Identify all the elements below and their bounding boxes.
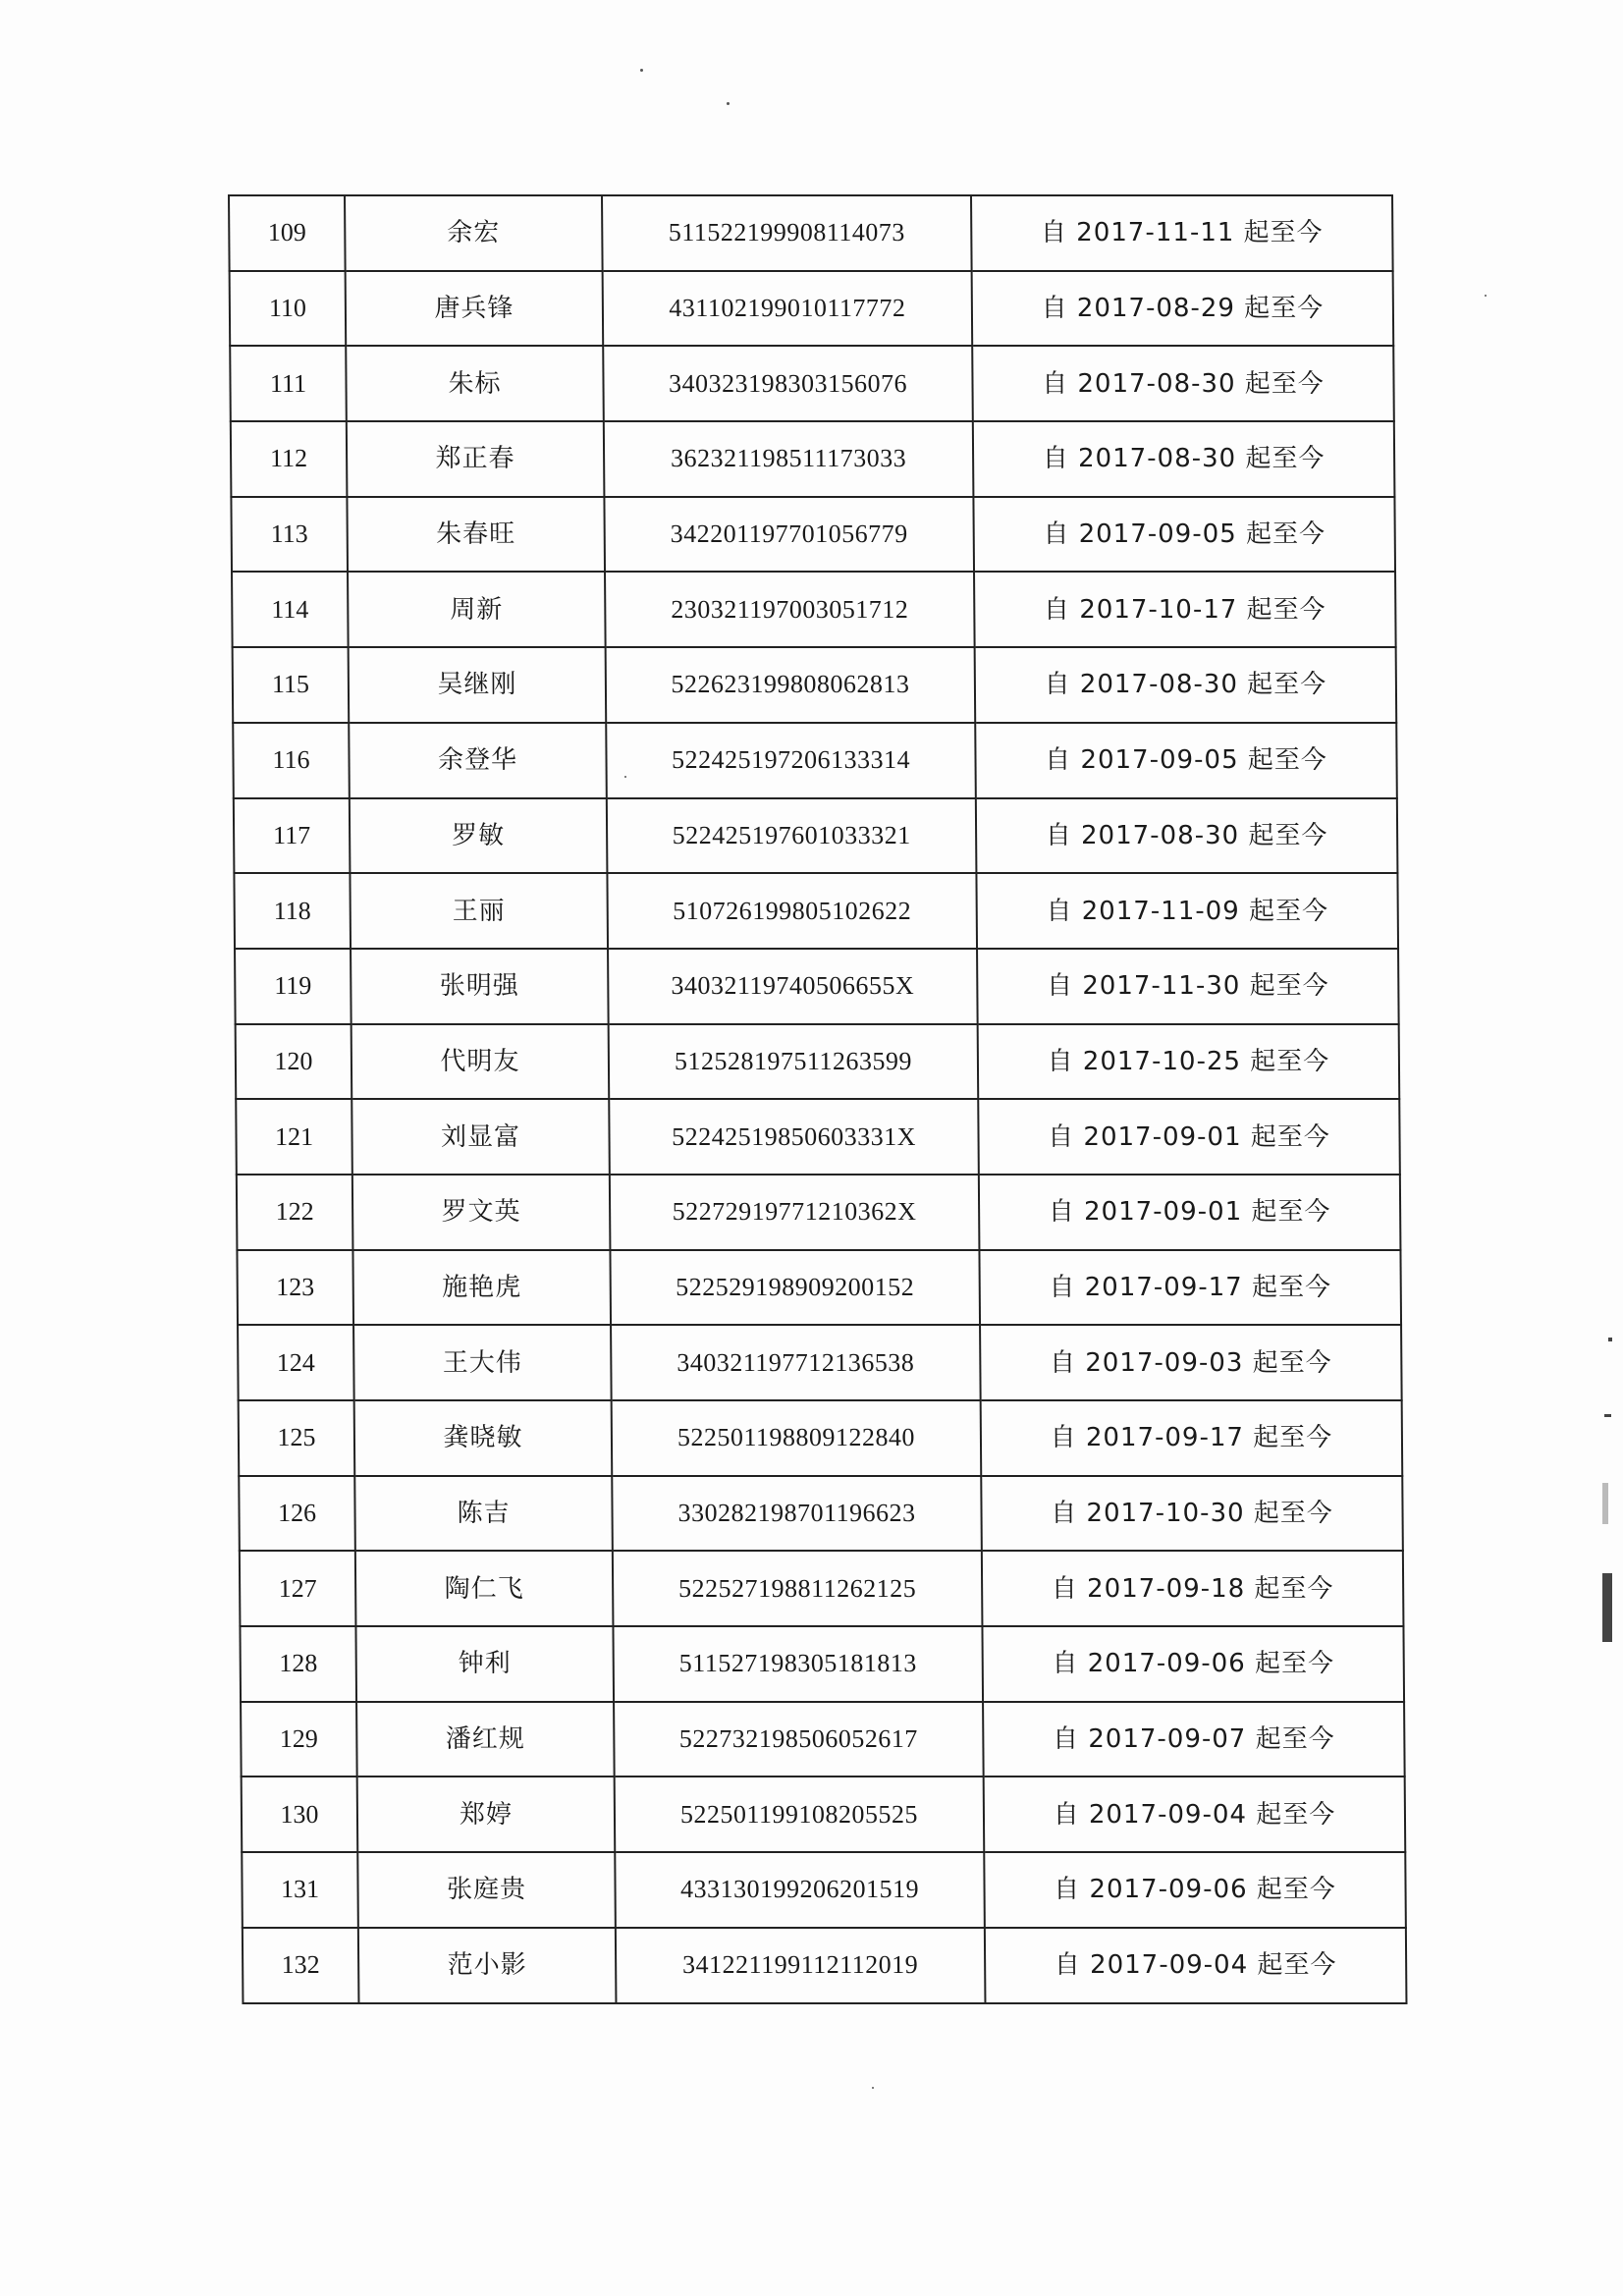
period-cell: 自 2017-09-01 起至今 bbox=[978, 1099, 1400, 1175]
table-row bbox=[234, 798, 1398, 874]
row-number-cell: 131 bbox=[242, 1852, 358, 1928]
period-cell: 自 2017-09-06 起至今 bbox=[982, 1626, 1404, 1702]
table-row bbox=[242, 1777, 1406, 1852]
id-number-cell: 52272919771210362X bbox=[610, 1175, 980, 1250]
name-cell: 周新 bbox=[348, 572, 606, 647]
table-row bbox=[229, 195, 1393, 271]
period-cell: 自 2017-09-06 起至今 bbox=[984, 1852, 1406, 1928]
row-number-cell: 115 bbox=[233, 647, 350, 723]
name-cell: 龚晓敏 bbox=[354, 1400, 613, 1476]
table-row bbox=[240, 1626, 1404, 1702]
period-cell: 自 2017-10-17 起至今 bbox=[974, 572, 1396, 647]
id-number-cell: 511522199908114073 bbox=[602, 195, 972, 271]
row-number-cell: 118 bbox=[234, 873, 351, 949]
name-cell: 张庭贵 bbox=[357, 1852, 616, 1928]
table-row bbox=[232, 572, 1396, 647]
scan-edge-mark bbox=[1602, 1483, 1608, 1524]
id-number-cell: 522501199108205525 bbox=[615, 1777, 985, 1852]
name-cell: 施艳虎 bbox=[352, 1250, 611, 1326]
period-cell: 自 2017-09-03 起至今 bbox=[980, 1325, 1402, 1400]
table-row bbox=[233, 647, 1397, 723]
id-number-cell: 431102199010117772 bbox=[603, 271, 973, 347]
table-row bbox=[237, 1250, 1401, 1326]
period-cell: 自 2017-09-17 起至今 bbox=[979, 1250, 1401, 1326]
period-cell: 自 2017-09-07 起至今 bbox=[983, 1702, 1405, 1777]
name-cell: 朱标 bbox=[346, 346, 604, 421]
id-number-cell: 330282198701196623 bbox=[612, 1476, 982, 1552]
table-row bbox=[230, 346, 1394, 421]
name-cell: 朱春旺 bbox=[347, 497, 605, 573]
name-cell: 刘显富 bbox=[352, 1099, 610, 1175]
id-number-cell: 230321197003051712 bbox=[605, 572, 975, 647]
row-number-cell: 128 bbox=[240, 1626, 356, 1702]
period-cell: 自 2017-08-30 起至今 bbox=[972, 346, 1394, 421]
row-number-cell: 117 bbox=[234, 798, 351, 874]
table-row bbox=[239, 1476, 1403, 1552]
id-number-cell: 522623199808062813 bbox=[606, 647, 976, 723]
row-number-cell: 122 bbox=[237, 1175, 353, 1250]
id-number-cell: 52242519850603331X bbox=[609, 1099, 979, 1175]
name-cell: 吴继刚 bbox=[349, 647, 607, 723]
period-cell: 自 2017-08-30 起至今 bbox=[973, 421, 1395, 497]
period-cell: 自 2017-11-11 起至今 bbox=[971, 195, 1393, 271]
table-row bbox=[237, 1175, 1401, 1250]
id-number-cell: 522425197601033321 bbox=[607, 798, 977, 874]
name-cell: 王大伟 bbox=[353, 1325, 612, 1400]
scan-edge-mark bbox=[1602, 1573, 1612, 1642]
id-number-cell: 522501198809122840 bbox=[612, 1400, 982, 1476]
period-cell: 自 2017-09-04 起至今 bbox=[985, 1928, 1407, 2003]
table-row bbox=[241, 1702, 1405, 1777]
name-cell: 余宏 bbox=[345, 195, 603, 271]
id-number-cell: 433130199206201519 bbox=[615, 1852, 985, 1928]
period-cell: 自 2017-08-29 起至今 bbox=[972, 271, 1394, 347]
table-row bbox=[242, 1852, 1406, 1928]
name-cell: 张明强 bbox=[351, 949, 609, 1024]
name-cell: 陈吉 bbox=[354, 1476, 613, 1552]
table-row bbox=[238, 1325, 1402, 1400]
id-number-cell: 34032119740506655X bbox=[608, 949, 978, 1024]
id-number-cell: 340321197712136538 bbox=[611, 1325, 981, 1400]
name-cell: 钟利 bbox=[355, 1626, 614, 1702]
period-cell: 自 2017-09-04 起至今 bbox=[984, 1777, 1406, 1852]
name-cell: 罗文英 bbox=[352, 1175, 611, 1250]
id-number-cell: 362321198511173033 bbox=[604, 421, 974, 497]
table-row bbox=[243, 1928, 1407, 2003]
id-number-cell: 340323198303156076 bbox=[603, 346, 973, 421]
roster-table-body bbox=[229, 195, 1406, 2003]
scan-edge-mark bbox=[1608, 1338, 1612, 1341]
row-number-cell: 114 bbox=[232, 572, 349, 647]
table-row bbox=[230, 271, 1394, 347]
scan-speck bbox=[727, 102, 730, 105]
id-number-cell: 510726199805102622 bbox=[607, 873, 977, 949]
row-number-cell: 112 bbox=[231, 421, 348, 497]
name-cell: 代明友 bbox=[352, 1024, 610, 1100]
roster-table bbox=[228, 194, 1407, 2004]
table-row bbox=[239, 1400, 1403, 1476]
row-number-cell: 121 bbox=[236, 1099, 352, 1175]
id-number-cell: 522527198811262125 bbox=[613, 1551, 983, 1626]
row-number-cell: 120 bbox=[236, 1024, 352, 1100]
period-cell: 自 2017-10-25 起至今 bbox=[978, 1024, 1400, 1100]
row-number-cell: 132 bbox=[243, 1928, 359, 2003]
name-cell: 范小影 bbox=[358, 1928, 617, 2003]
period-cell: 自 2017-11-30 起至今 bbox=[977, 949, 1399, 1024]
period-cell: 自 2017-08-30 起至今 bbox=[975, 647, 1397, 723]
row-number-cell: 109 bbox=[229, 195, 346, 271]
name-cell: 罗敏 bbox=[350, 798, 608, 874]
name-cell: 郑正春 bbox=[347, 421, 605, 497]
id-number-cell: 512528197511263599 bbox=[609, 1024, 979, 1100]
row-number-cell: 124 bbox=[238, 1325, 354, 1400]
name-cell: 陶仁飞 bbox=[355, 1551, 614, 1626]
table-row bbox=[236, 1024, 1400, 1100]
id-number-cell: 522425197206133314 bbox=[606, 723, 976, 798]
id-number-cell: 522732198506052617 bbox=[614, 1702, 984, 1777]
period-cell: 自 2017-09-05 起至今 bbox=[975, 723, 1397, 798]
name-cell: 王丽 bbox=[350, 873, 608, 949]
table-row bbox=[231, 421, 1395, 497]
row-number-cell: 126 bbox=[239, 1476, 355, 1552]
id-number-cell: 341221199112112019 bbox=[616, 1928, 986, 2003]
period-cell: 自 2017-10-30 起至今 bbox=[981, 1476, 1403, 1552]
scan-speck bbox=[640, 69, 643, 72]
scan-edge-mark bbox=[1604, 1414, 1611, 1417]
scan-speck bbox=[872, 2087, 874, 2089]
scan-speck bbox=[1485, 295, 1487, 297]
name-cell: 郑婷 bbox=[357, 1777, 616, 1852]
name-cell: 唐兵锋 bbox=[346, 271, 604, 347]
table-row bbox=[240, 1551, 1404, 1626]
id-number-cell: 342201197701056779 bbox=[604, 497, 974, 573]
table-row bbox=[235, 949, 1399, 1024]
period-cell: 自 2017-08-30 起至今 bbox=[976, 798, 1398, 874]
table-row bbox=[236, 1099, 1400, 1175]
period-cell: 自 2017-09-17 起至今 bbox=[981, 1400, 1403, 1476]
row-number-cell: 113 bbox=[231, 497, 348, 573]
row-number-cell: 130 bbox=[242, 1777, 358, 1852]
row-number-cell: 111 bbox=[230, 346, 347, 421]
name-cell: 潘红规 bbox=[356, 1702, 615, 1777]
row-number-cell: 125 bbox=[239, 1400, 355, 1476]
table-row bbox=[234, 873, 1398, 949]
table-row bbox=[233, 723, 1397, 798]
row-number-cell: 110 bbox=[230, 271, 347, 347]
row-number-cell: 127 bbox=[240, 1551, 356, 1626]
period-cell: 自 2017-09-01 起至今 bbox=[979, 1175, 1401, 1250]
row-number-cell: 123 bbox=[237, 1250, 353, 1326]
row-number-cell: 119 bbox=[235, 949, 352, 1024]
period-cell: 自 2017-09-18 起至今 bbox=[982, 1551, 1404, 1626]
name-cell: 余登华 bbox=[349, 723, 607, 798]
period-cell: 自 2017-09-05 起至今 bbox=[973, 497, 1395, 573]
id-number-cell: 522529198909200152 bbox=[610, 1250, 980, 1326]
table-row bbox=[231, 497, 1395, 573]
row-number-cell: 129 bbox=[241, 1702, 357, 1777]
row-number-cell: 116 bbox=[233, 723, 350, 798]
id-number-cell: 511527198305181813 bbox=[613, 1626, 983, 1702]
period-cell: 自 2017-11-09 起至今 bbox=[976, 873, 1398, 949]
